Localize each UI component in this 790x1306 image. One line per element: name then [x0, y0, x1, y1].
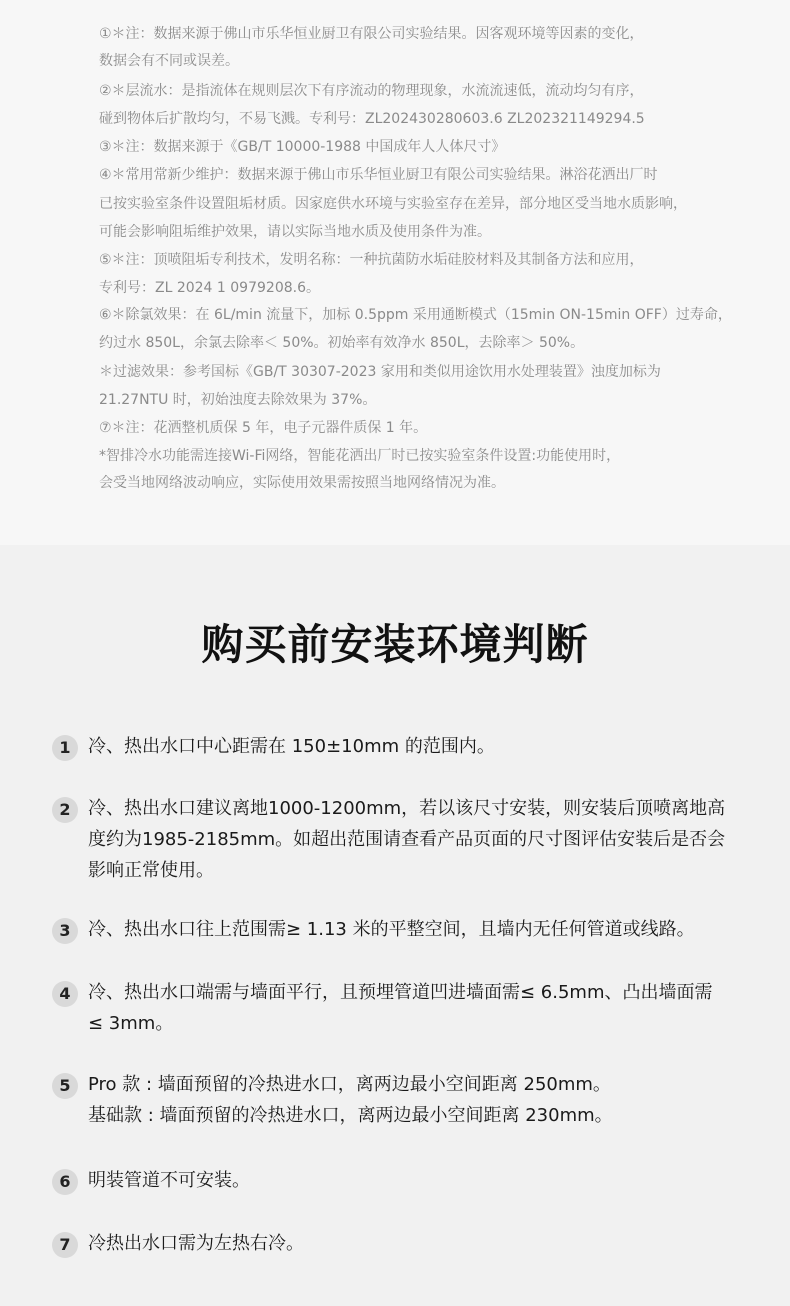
note-line: ⑦＊注：花洒整机质保 5 年，电子元器件质保 1 年。 [99, 420, 428, 436]
guide-item-text: 冷、热出水口端需与墙面平行，且预埋管道凹进墙面需≤ 6.5mm、凸出墙面需 [88, 982, 713, 1003]
note-line: 专利号：ZL 2024 1 0979208.6。 [99, 280, 320, 296]
step-number-badge: 3 [52, 918, 78, 944]
guide-item-text: 基础款 : 墙面预留的冷热进水口，离两边最小空间距离 230mm。 [88, 1105, 613, 1126]
guide-item-text: 度约为1985-2185mm。如超出范围请查看产品页面的尺寸图评估安装后是否会 [88, 829, 726, 850]
note-line: ①＊注：数据来源于佛山市乐华恒业厨卫有限公司实验结果。因客观环境等因素的变化， [99, 26, 644, 42]
step-number-badge: 1 [52, 735, 78, 761]
footnotes-section [0, 0, 790, 545]
guide-item-text: 冷热出水口需为左热右冷。 [88, 1233, 304, 1254]
guide-item-text: Pro 款 : 墙面预留的冷热进水口，离两边最小空间距离 250mm。 [88, 1074, 611, 1095]
note-line: ④＊常用常新少维护：数据来源于佛山市乐华恒业厨卫有限公司实验结果。淋浴花洒出厂时 [99, 167, 658, 183]
step-number-badge: 4 [52, 981, 78, 1007]
guide-item-text: 冷、热出水口中心距需在 150±10mm 的范围内。 [88, 736, 495, 757]
note-line: 可能会影响阻垢维护效果，请以实际当地水质及使用条件为准。 [99, 224, 491, 240]
install-guide-section [0, 545, 790, 1306]
note-line: 已按实验室条件设置阻垢材质。因家庭供水环境与实验室存在差异，部分地区受当地水质影响， [99, 196, 687, 212]
guide-item-text: 影响正常使用。 [88, 860, 214, 881]
note-line: 21.27NTU 时，初始浊度去除效果为 37%。 [99, 392, 377, 408]
note-line: ⑤＊注：顶喷阻垢专利技术，发明名称：一种抗菌防水垢硅胶材料及其制备方法和应用， [99, 252, 644, 268]
note-line: *智排冷水功能需连接Wi-Fi网络，智能花洒出厂时已按实验室条件设置:功能使用时， [99, 448, 621, 464]
step-number-badge: 2 [52, 797, 78, 823]
note-line: ＊过滤效果：参考国标《GB/T 30307-2023 家用和类似用途饮用水处理装置》浊度加标为 [99, 364, 661, 380]
note-line: ⑥＊除氯效果：在 6L/min 流量下，加标 0.5ppm 采用通断模式（15min ON-15min OFF）过寿命， [99, 307, 732, 323]
note-line: ③＊注：数据来源于《GB/T 10000-1988 中国成年人人体尺寸》 [99, 139, 506, 155]
step-number-badge: 5 [52, 1073, 78, 1099]
step-number-badge: 6 [52, 1169, 78, 1195]
step-number-badge: 7 [52, 1232, 78, 1258]
note-line: 数据会有不同或误差。 [99, 53, 239, 69]
guide-item-text: 冷、热出水口往上范围需≥ 1.13 米的平整空间，且墙内无任何管道或线路。 [88, 919, 695, 940]
note-line: 会受当地网络波动响应，实际使用效果需按照当地网络情况为准。 [99, 475, 505, 491]
note-line: 碰到物体后扩散均匀，不易飞溅。专利号：ZL202430280603.6 ZL202321149294.5 [99, 111, 645, 127]
guide-item-text: 冷、热出水口建议离地1000-1200mm，若以该尺寸安装，则安装后顶喷离地高 [88, 798, 726, 819]
section-title: 购买前安装环境判断 [201, 620, 589, 669]
guide-item-text: ≤ 3mm。 [88, 1013, 174, 1034]
note-line: ②＊层流水：是指流体在规则层次下有序流动的物理现象，水流流速低，流动均匀有序， [99, 83, 644, 99]
guide-item-text: 明装管道不可安装。 [88, 1170, 250, 1191]
note-line: 约过水 850L，余氯去除率＜ 50%。初始率有效净水 850L，去除率＞ 50%。 [99, 335, 585, 351]
